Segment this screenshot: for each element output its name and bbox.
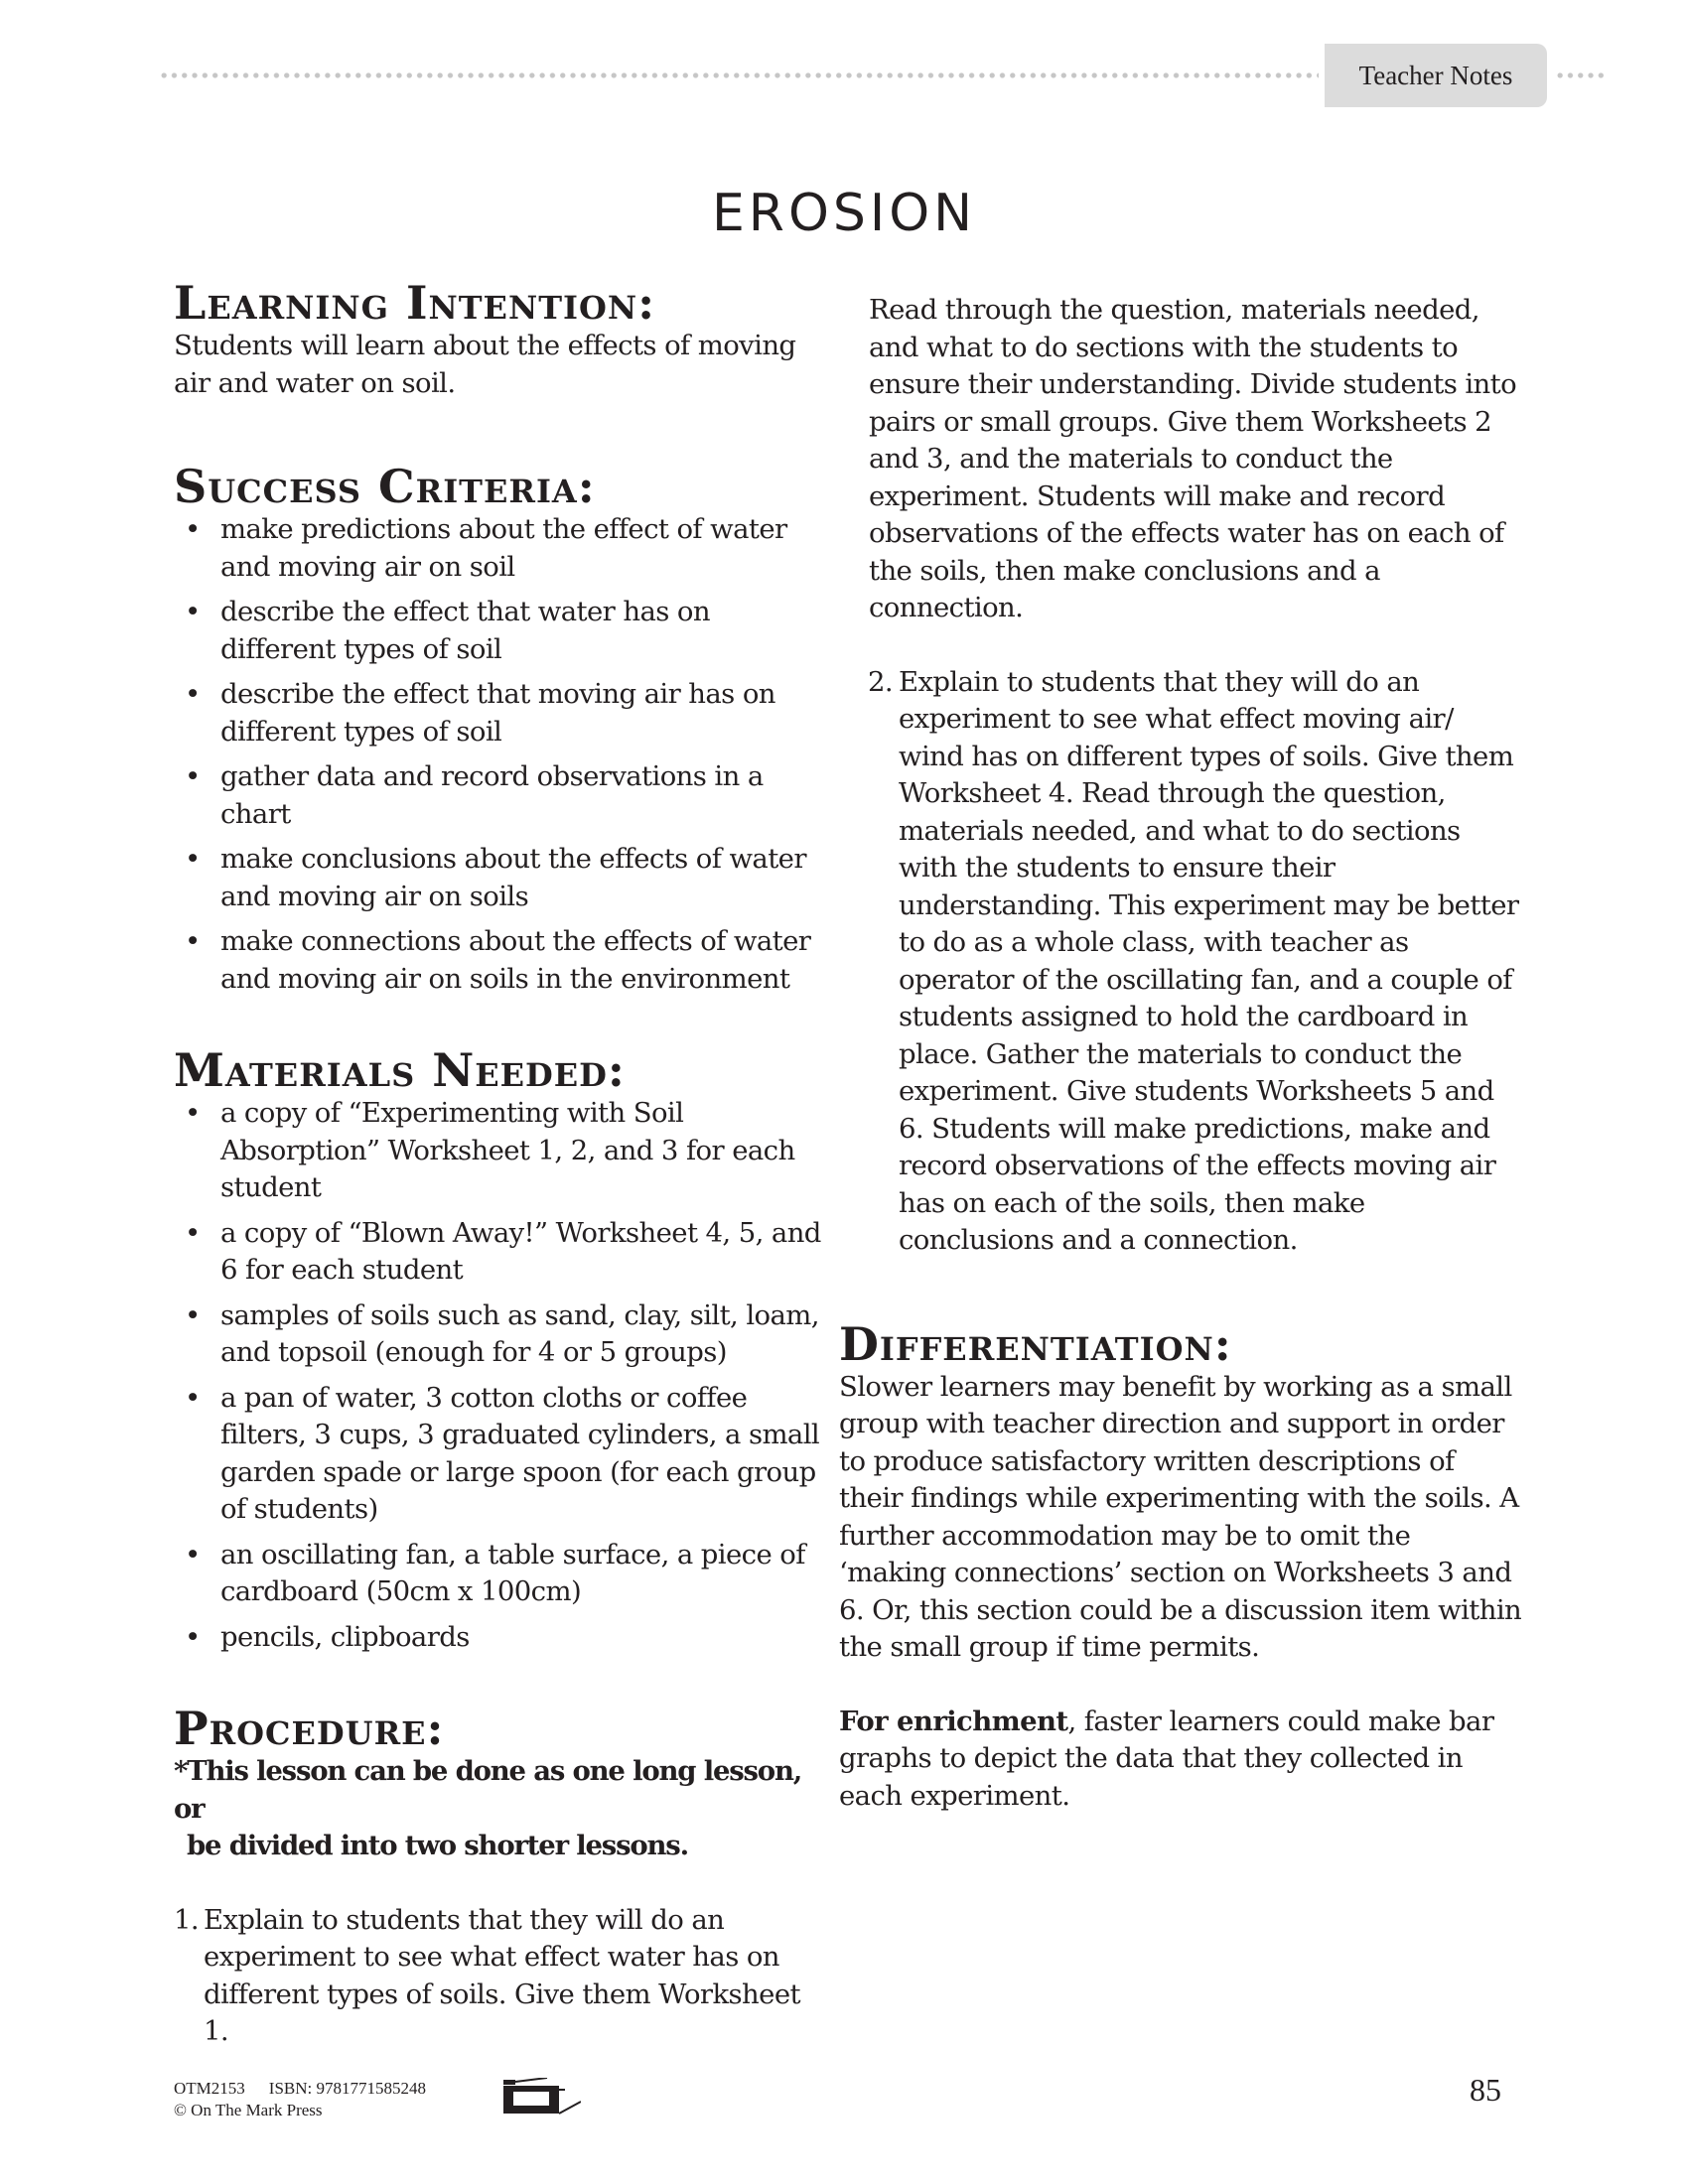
success-criteria-list — [174, 511, 829, 998]
differentiation-text: Slower learners may benefit by working as a small group with teacher direction and support in order to produce satisfactory written descriptions of their findings while experimenting with the soils. A further accommodation may be to omit the ‘making connections’ section on Worksheets 3 and 6. Or, this section could be a discussion item within the small group if time permits. — [839, 1370, 1522, 1663]
materials-needed-section — [174, 1045, 829, 1656]
copyright: © On The Mark Press — [174, 2101, 323, 2119]
learning-intention-heading: Learning Intention: — [174, 276, 656, 330]
procedure-section — [174, 1704, 829, 2051]
procedure-note: *This lesson can be done as one long lesson, or be divided into two shorter lessons. — [174, 1755, 802, 1861]
list-item: • make conclusions about the effects of water and moving air on soils — [185, 843, 806, 912]
procedure-step-2: 2. Explain to students that they will do an experiment to see what effect moving air/ wind has on different types of soils. Give them Worksheet 4. Read through the question, materials needed, and what to do sections with the students to ensure their understanding. This experiment may be better to do as a whole class, with teacher as operator of the oscillating fan, and a couple of students assigned to hold the cardboard in place. Gather the materials to conduct the experiment. Give students Worksheets 5 and 6. Students will make predictions, make and record observations of the effects moving air has on each of the soils, then make conclusions and a connection. — [868, 665, 1519, 1256]
learning-intention-section — [174, 278, 829, 402]
bullet-icon: • — [185, 1381, 201, 1414]
list-item: • a copy of “Experimenting with Soil Absorption” Worksheet 1, 2, and 3 for each student — [185, 1097, 795, 1203]
materials-list — [174, 1095, 829, 1656]
list-item: • pencils, clipboards — [174, 1619, 829, 1657]
differentiation-heading: Differentiation: — [839, 1316, 1232, 1371]
dotted-rule-left — [159, 72, 1319, 78]
teacher-notes-label: Teacher Notes — [1358, 60, 1513, 90]
bullet-icon: • — [185, 1298, 201, 1331]
bullet-icon: • — [185, 678, 201, 710]
bullet-icon: • — [185, 843, 201, 875]
success-criteria-heading: Success Criteria: — [174, 460, 596, 513]
bullet-icon: • — [185, 1097, 201, 1129]
list-item: • describe the effect that moving air has on different types of soil — [185, 678, 775, 748]
bullet-icon: • — [185, 1620, 201, 1653]
list-item: • gather data and record observations in a chart — [185, 760, 764, 830]
page-title: EROSION — [711, 183, 977, 243]
dotted-rule-right — [1555, 72, 1607, 78]
list-item: • a copy of “Blown Away!” Worksheet 4, 5, and 6 for each student — [185, 1216, 821, 1286]
teacher-notes-tab — [1325, 44, 1547, 107]
footer-publisher-info — [174, 2078, 426, 2121]
procedure-step-1: 1. Explain to students that they will do an experiment to see what effect water has on different types of soils. Give them Worksheet 1. — [174, 1903, 800, 2047]
procedure-steps-continued — [869, 664, 1524, 1260]
bullet-icon: • — [185, 596, 201, 627]
page-number: 85 — [1470, 2072, 1501, 2108]
bullet-icon: • — [185, 1538, 201, 1570]
learning-intention-text: Students will learn about the effects of moving air and water on soil. — [174, 330, 796, 399]
list-item: • samples of soils such as sand, clay, silt, loam, and topsoil (enough for 4 or 5 groups) — [185, 1298, 819, 1368]
bullet-icon: • — [185, 925, 201, 957]
bullet-icon: • — [185, 513, 201, 545]
procedure-heading: Procedure: — [174, 1702, 445, 1755]
success-criteria-section — [174, 462, 829, 998]
list-item: • make predictions about the effect of water and moving air on soil — [185, 513, 787, 583]
list-item: • describe the effect that water has on different types of soil — [185, 596, 710, 665]
list-item: • an oscillating fan, a table surface, a piece of cardboard (50cm x 100cm) — [185, 1538, 805, 1607]
right-column — [839, 292, 1524, 1815]
procedure-steps — [174, 1902, 829, 2051]
differentiation-section — [839, 1316, 1524, 1816]
enrichment-text: For enrichment, faster learners could make bar graphs to depict the data that they collected in each experiment. — [839, 1705, 1494, 1812]
materials-needed-heading: Materials Needed: — [174, 1043, 626, 1097]
isbn: ISBN: 9781771585248 — [268, 2079, 426, 2098]
product-code: OTM2153 — [174, 2079, 245, 2098]
list-item: • make connections about the effects of water and moving air on soils in the environment — [185, 925, 811, 995]
procedure-step-1-continuation: Read through the question, materials needed, and what to do sections with the students to ensure their understanding. Divide students into pairs or small groups. Give them Worksheets 2 and 3, and the materials to conduct the experiment. Students will make and record observations of the effects water has on each of the soils, then make conclusions and a connection. — [869, 294, 1517, 623]
left-column — [174, 278, 829, 2051]
list-item: • a pan of water, 3 cotton cloths or coffee filters, 3 cups, 3 graduated cylinders, a small garden spade or large spoon (for each group of students) — [185, 1381, 820, 1525]
bullet-icon: • — [185, 1216, 201, 1249]
bullet-icon: • — [185, 760, 201, 792]
scanner-icon — [501, 2078, 581, 2117]
